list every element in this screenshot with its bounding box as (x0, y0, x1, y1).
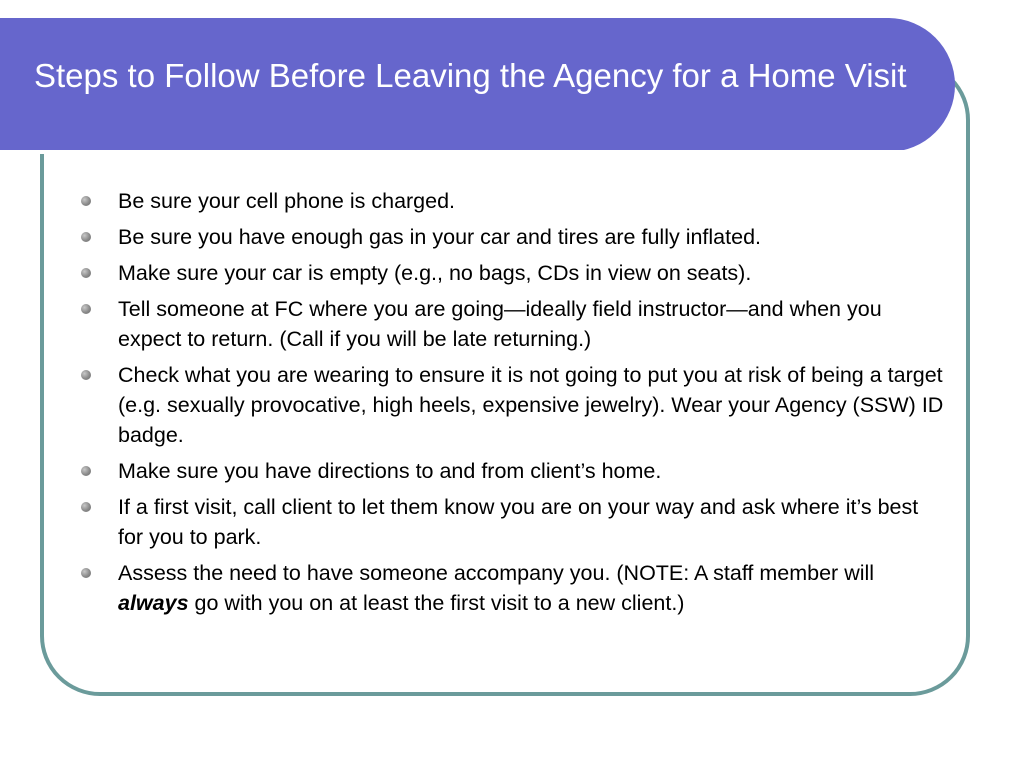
bullet-text-after: go with you on at least the first visit to a new client.) (188, 591, 685, 615)
bullet-icon (81, 304, 91, 314)
bullet-text: Check what you are wearing to ensure it is not going to put you at risk of being a target (e.g. sexually provocative, high heels, expensive jewelry). Wear your Agency (SSW) ID badge. (118, 363, 944, 447)
bullet-item (76, 456, 946, 486)
bullet-text: Be sure your cell phone is charged. (118, 189, 456, 213)
bullet-text: If a first visit, call client to let them know you are on your way and ask where it’s best for you to park. (118, 495, 919, 549)
bullet-icon (81, 196, 91, 206)
bullet-list (76, 186, 946, 624)
bullet-icon (81, 466, 91, 476)
title-band (0, 18, 955, 152)
bullet-text: Make sure your car is empty (e.g., no bags, CDs in view on seats). (118, 261, 752, 285)
bullet-emphasis: always (118, 591, 189, 615)
bullet-item (76, 222, 946, 252)
bullet-item (76, 492, 946, 552)
bullet-text: Make sure you have directions to and from client’s home. (118, 459, 662, 483)
bullet-text: Be sure you have enough gas in your car and tires are fully inflated. (118, 225, 761, 249)
bullet-item (76, 360, 946, 450)
bullet-icon (81, 370, 91, 380)
slide-title: Steps to Follow Before Leaving the Agency for a Home Visit (34, 57, 907, 94)
bullet-icon (81, 568, 91, 578)
bullet-text-before: Assess the need to have someone accompany you. (NOTE: A staff member will (118, 561, 875, 585)
title-underline (0, 150, 905, 154)
bullet-item (76, 294, 946, 354)
bullet-item (76, 558, 946, 618)
bullet-icon (81, 232, 91, 242)
bullet-item (76, 186, 946, 216)
bullet-icon (81, 502, 91, 512)
bullet-text: Tell someone at FC where you are going—ideally field instructor—and when you expect to return. (Call if you will be late returning.) (118, 297, 882, 351)
bullet-icon (81, 268, 91, 278)
bullet-item (76, 258, 946, 288)
